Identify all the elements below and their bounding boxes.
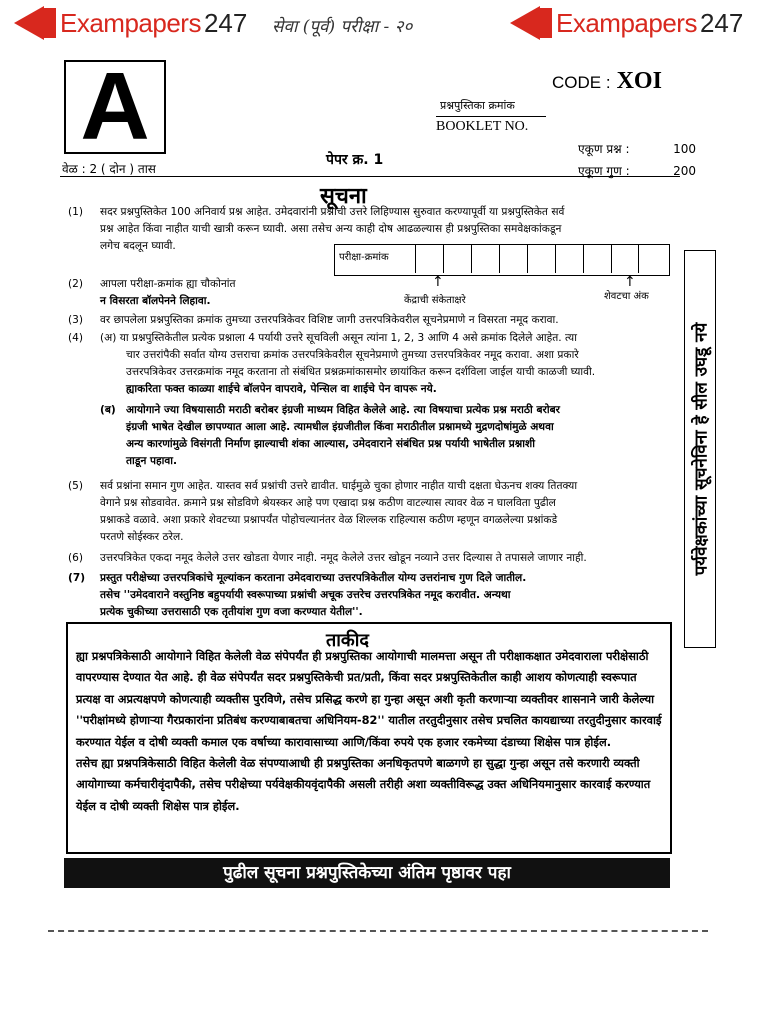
instruction-6: (6) उत्तरपत्रिकेत एकदा नमूद केलेले उत्तर खोडता येणार नाही. नमूद केलेले उत्तर खोडून नव्याने उत्तर दिल्यास ते तपासले जाणार नाही. <box>68 552 587 564</box>
paper-number: पेपर क्र. 1 <box>326 152 384 168</box>
digit-box[interactable] <box>443 245 471 273</box>
totals: एकूण प्रश्न : 100 एकूण गुण : 200 <box>578 138 696 182</box>
footer-banner: पुढील सूचना प्रश्नपुस्तिकेच्या अंतिम पृष्ठावर पहा <box>64 858 670 888</box>
handwritten-note: सेवा (पूर्व) परीक्षा - २० <box>272 17 413 37</box>
booklet-label-en: BOOKLET NO. <box>436 116 546 135</box>
total-marks: 200 <box>673 164 696 178</box>
arrow-up-icon: ↑ <box>432 274 444 290</box>
digit-box[interactable] <box>583 245 611 273</box>
brand-logo-right <box>510 6 743 40</box>
arrow-left-icon <box>510 6 540 40</box>
total-questions: 100 <box>673 142 696 156</box>
instruction-2: (2) आपला परीक्षा-क्रमांक ह्या चौकोनांत न विसरता बॉलपेनने लिहावा. <box>68 278 236 307</box>
exam-number-boxes[interactable]: परीक्षा-क्रमांक <box>334 244 670 276</box>
digit-box[interactable] <box>471 245 499 273</box>
warning-title: ताकीद <box>326 630 369 651</box>
digit-box[interactable] <box>527 245 555 273</box>
divider <box>48 930 708 932</box>
instruction-7: (7) प्रस्तुत परीक्षेच्या उत्तरपत्रिकांचे मूल्यांकन करताना उमेदवाराच्या उत्तरपत्रिकेतील योग्य उत्तरांनाच गुण दिले जातील. तसेच ''उमेदवाराने वस्तुनिष्ठ बहुपर्यायी स्वरूपाच्या प्रश्नांची अचूक उत्तरेच उत्तरपत्रिकेत नमूद करावीत. अन्यथा प्रत्येक चुकीच्या उत्तरासाठी एक तृतीयांश गुण वजा करण्यात येतील''. <box>68 572 527 618</box>
brand-name: Exampapers <box>556 7 697 38</box>
instruction-4b: (ब) आयोगाने ज्या विषयासाठी मराठी बरोबर इंग्रजी माध्यम विहित केलेले आहे. त्या विषयाचा प्रत्येक प्रश्न मराठी बरोबर इंग्रजी भाषेत देखील छापण्यात आला आहे. त्यामधील इंग्रजीतील किंवा मराठीतील प्रश्नामध्ये मुद्रणदोषांमुळे अथवा अन्य कारणांमुळे विसंगती निर्माण झाल्याची शंका आल्यास, उमेदवाराने संबंधित प्रश्न पर्यायी भाषेतील प्रश्नाशी ताडून पहावा. <box>100 404 560 467</box>
caption-last-digit: शेवटचा अंक <box>604 291 649 302</box>
digit-box[interactable] <box>499 245 527 273</box>
brand-logo-left <box>14 6 247 40</box>
brand-name: Exampapers <box>60 7 201 38</box>
digit-box[interactable] <box>611 245 639 273</box>
booklet-label-mr: प्रश्नपुस्तिका क्रमांक <box>440 99 515 112</box>
warning-text: ह्या प्रश्नपत्रिकेसाठी आयोगाने विहित केलेली वेळ संपेपर्यंत ही प्रश्नपुस्तिका आयोगाची मालमत्ता असून ती परीक्षाकक्षात उमेदवाराला परीक्षेसाठी वापरण्यास देण्यात येत आहे. ही वेळ संपेपर्यंत सदर प्रश्नपुस्तिकेची प्रत/प्रती, किंवा सदर प्रश्नपुस्तिकेतील काही आशय कोणत्याही स्वरूपात प्रत्यक्ष वा अप्रत्यक्षपणे कोणत्याही व्यक्तीस पुरविणे, तसेच प्रसिद्ध करणे हा गुन्हा असून अशी कृती करणाऱ्या व्यक्तीवर शासनाने जारी केलेल्या ''परीक्षांमध्ये होणाऱ्या गैरप्रकारांना प्रतिबंध करण्याबाबतचा अधिनियम-82'' यातील तरतुदीनुसार तसेच प्रचलित कायद्याच्या तरतुदीनुसार कारवाई करण्यात येईल व दोषी व्यक्ती कमाल एक वर्षाच्या कारावासाच्या आणि/किंवा रुपये एक हजार रकमेच्या दंडाच्या शिक्षेस पात्र होईल. तसेच ह्या प्रश्नपत्रिकेसाठी विहित केलेली वेळ संपण्याआधी ही प्रश्नपुस्तिका अनधिकृतपणे बाळगणे हा सुद्धा गुन्हा असून तसे करणारी व्यक्ती आयोगाच्या कर्मचारीवृंदापैकी, तसेच परीक्षेच्या पर्यवेक्षकीयवृंदापैकी असली तरीही अशा व्यक्तीविरूद्ध उक्त अधिनियमानुसार कारवाई करण्यात येईल व दोषी व्यक्ती शिक्षेस पात्र होईल. <box>76 649 662 813</box>
instruction-1: (1) सदर प्रश्नपुस्तिकेत 100 अनिवार्य प्रश्न आहेत. उमेदवारांनी प्रश्नांची उत्तरे लिहिण्यास सुरुवात करण्यापूर्वी या प्रश्नपुस्तिकेत सर्व प्रश्न आहेत किंवा नाहीत याची खात्री करून घ्यावी. असा तसेच अन्य काही दोष आढळल्यास ही प्रश्नपुस्तिका समवेक्षकांकडून लगेच बदलून घ्यावी. <box>68 206 565 252</box>
digit-box[interactable] <box>415 245 443 273</box>
divider <box>60 176 680 177</box>
digit-box[interactable] <box>555 245 583 273</box>
booklet-series: A <box>64 60 166 154</box>
booklet-code: CODE : XOI <box>552 68 662 94</box>
brand-number: 247 <box>203 7 248 38</box>
notice-title: सूचना <box>320 183 367 209</box>
arrow-up-icon: ↑ <box>624 274 636 290</box>
code-value: XOI <box>616 68 662 94</box>
seal-notice: पर्यवेक्षकांच्या सूचनेविना हे सील उघडू नये <box>684 250 716 648</box>
arrow-left-icon <box>14 6 44 40</box>
caption-center-code: केंद्राची संकेताक्षरे <box>404 295 466 306</box>
instruction-4a: (4) (अ) या प्रश्नपुस्तिकेतील प्रत्येक प्रश्नाला 4 पर्यायी उत्तरे सूचविली असून त्यांना 1, 2, 3 आणि 4 असे क्रमांक दिलेले आहेत. त्या चार उत्तरांपैकी सर्वात योग्य उत्तराचा क्रमांक उत्तरपत्रिकेवरील सूचनेप्रमाणे तुमच्या उत्तरपत्रिकेवर नमूद करावा. अशा प्रकारे उत्तरपत्रिकेवर उत्तरक्रमांक नमूद करताना तो संबंधित प्रश्नक्रमांकासमोर छायांकित करून दर्शविला जाईल याची काळजी घ्यावी. ह्याकरिता फक्त काळ्या शाईचे बॉलपेन वापरावे, पेन्सिल वा शाईचे पेन वापरू नये. <box>68 332 596 395</box>
time-allowed: वेळ : 2 ( दोन ) तास <box>62 162 156 176</box>
instruction-3: (3) वर छापलेला प्रश्नपुस्तिका क्रमांक तुमच्या उत्तरपत्रिकेवर विशिष्ट जागी उत्तरपत्रिकेवरील सूचनेप्रमाणे न विसरता नमूद करावा. <box>68 314 559 326</box>
brand-number: 247 <box>699 7 744 38</box>
instruction-5: (5) सर्व प्रश्नांना समान गुण आहेत. यास्तव सर्व प्रश्नांची उत्तरे द्यावीत. घाईमुळे चुका होणार नाहीत याची दक्षता घेऊनच शक्य तितक्या वेगाने प्रश्न सोडवावेत. क्रमाने प्रश्न सोडविणे श्रेयस्कर आहे पण एखादा प्रश्न कठीण वाटल्यास त्यावर वेळ न घालविता पुढील प्रश्नाकडे वळावे. अशा प्रकारे शेवटच्या प्रश्नापर्यंत पोहोचल्यानंतर वेळ शिल्लक राहिल्यास कठीण म्हणून वगळलेल्या प्रश्नांकडे परतणे सोईस्कर ठरेल. <box>68 480 578 543</box>
